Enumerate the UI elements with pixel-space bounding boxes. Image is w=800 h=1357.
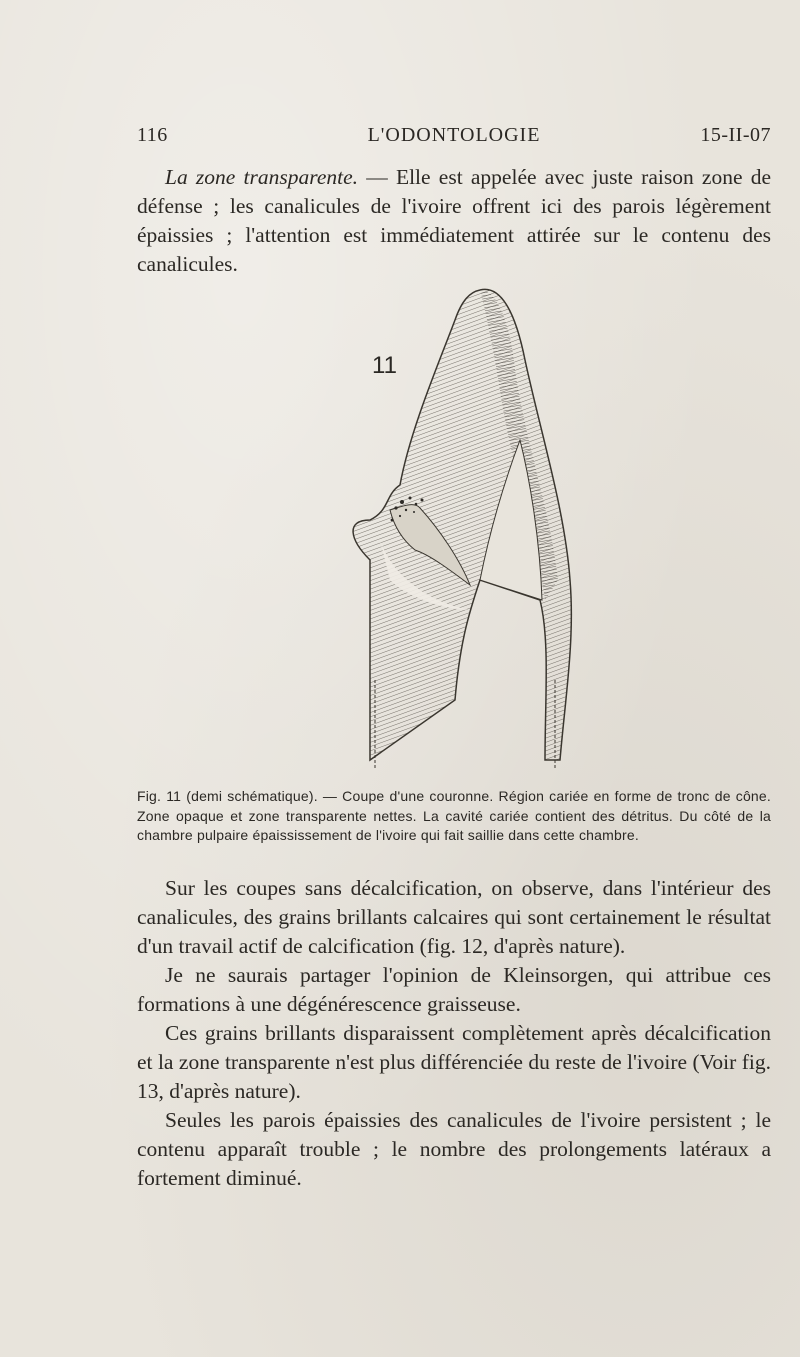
heading-dash: —: [358, 165, 396, 189]
section-heading: La zone transparente.: [165, 165, 359, 189]
tooth-section-illustration: [330, 280, 590, 780]
paragraph: Ces grains brillants disparaissent complètement après décalcification et la zone transparente n'est plus différenciée du reste de l'ivoire (Voir fig. 13, d'après nature).: [137, 1021, 771, 1103]
page-number: 116: [137, 124, 168, 146]
running-header: [137, 124, 771, 154]
intro-text: Elle est appelée avec juste raison zone de défense ; les canalicules de l'ivoire offrent ici des parois légèrement épaissies ; l'attention est immédiatement attirée sur le contenu des canalicules.: [137, 165, 772, 276]
paragraph: Sur les coupes sans décalcification, on observe, dans l'intérieur des canalicules, des grains brillants calcaires qui sont certainement le résultat d'un travail actif de calcification (fig. 12, d'après nature).: [137, 876, 771, 958]
paragraph: Je ne saurais partager l'opinion de Kleinsorgen, qui attribue ces formations à une dégénérescence graisseuse.: [137, 963, 771, 1016]
issue-date: 15-II-07: [700, 124, 771, 146]
journal-title: L'ODONTOLOGIE: [367, 124, 541, 146]
paragraph: Seules les parois épaissies des canalicules de l'ivoire persistent ; le contenu apparaît trouble ; le nombre des prolongements latéraux a fortement diminué.: [137, 1108, 771, 1190]
figure-caption: Fig. 11 (demi schématique). — Coupe d'une couronne. Région cariée en forme de tronc de cône. Zone opaque et zone transparente nettes. La cavité cariée contient des détritus. Du côté de la chambre pulpaire épaississement de l'ivoire qui fait saillie dans cette chambre.: [137, 788, 771, 843]
body-paragraphs: [137, 874, 771, 1193]
intro-paragraph: [137, 163, 771, 279]
figure-number: 11: [372, 352, 397, 379]
